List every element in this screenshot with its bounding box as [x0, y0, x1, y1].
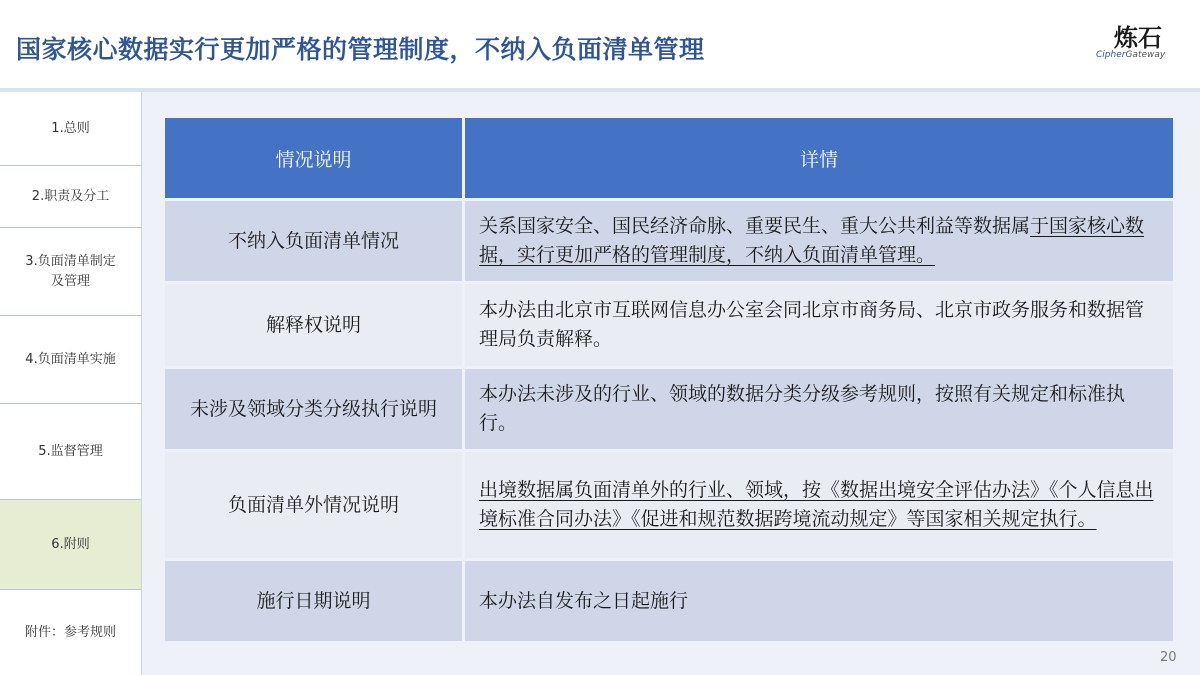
logo-english-text: [1096, 50, 1165, 60]
table-header-situation: 情况说明: [165, 118, 462, 198]
row-label: [165, 369, 462, 449]
row-label-text: 解释权说明: [265, 313, 361, 336]
sidebar-item-appendix[interactable]: [0, 590, 141, 675]
logo-chinese-text: 炼石: [1114, 24, 1162, 52]
sidebar-item-label: 5.监督管理: [38, 443, 103, 459]
sidebar-item-supervision[interactable]: [0, 404, 141, 500]
row-detail-underlined-text: 于国家核心数据，实行更加严格的管理制度，不纳入负面清单管理。: [479, 215, 1145, 266]
row-label-text: 不纳入负面清单情况: [227, 229, 399, 252]
logo-english-suffix: Gateway: [1125, 50, 1166, 60]
section-sidebar: [0, 92, 142, 675]
row-label: [165, 452, 462, 558]
table-row: [165, 201, 1173, 281]
sidebar-item-negative-list-implementation[interactable]: [0, 316, 141, 404]
row-detail-text: 本办法未涉及的行业、领域的数据分类分级参考规则，按照有关规定和标准执行。: [479, 383, 1126, 434]
row-label-text: 负面清单外情况说明: [227, 493, 399, 516]
sidebar-item-label: 3.负面清单制定及管理: [25, 253, 116, 289]
row-detail: [465, 561, 1173, 641]
sidebar-item-label: 1.总则: [51, 120, 90, 136]
row-label: [165, 201, 462, 281]
sidebar-item-label: 6.附则: [51, 536, 90, 552]
table-row: [165, 561, 1173, 641]
row-label: [165, 284, 462, 366]
table-header-details: 详情: [465, 118, 1173, 198]
sidebar-item-general[interactable]: [0, 92, 141, 166]
sidebar-item-supplementary-provisions[interactable]: [0, 500, 141, 590]
row-detail: [465, 369, 1173, 449]
slide-title: 国家核心数据实行更加严格的管理制度，不纳入负面清单管理: [16, 35, 705, 64]
row-detail-text: 关系国家安全、国民经济命脉、重要民生、重大公共利益等数据属: [479, 215, 1031, 237]
sidebar-item-label: 附件：参考规则: [24, 624, 116, 640]
row-detail: [465, 452, 1173, 558]
table-row: [165, 284, 1173, 366]
sidebar-item-negative-list-formulation[interactable]: [0, 228, 141, 316]
sidebar-item-label: 4.负面清单实施: [25, 351, 116, 367]
row-detail-underlined-text: 出境数据属负面清单外的行业、领域，按《数据出境安全评估办法》《个人信息出境标准合同办法》《促进和规范数据跨境流动规定》等国家相关规定执行。: [479, 479, 1154, 530]
page-number: 20: [1160, 650, 1177, 665]
table-row: [165, 452, 1173, 558]
logo-english-prefix: Cipher: [1096, 50, 1126, 60]
table-header-row: [165, 118, 1173, 198]
slide-header: [0, 0, 1200, 88]
sidebar-item-label: 2.职责及分工: [31, 188, 110, 204]
row-label-text: 未涉及领域分类分级执行说明: [189, 397, 437, 420]
row-label: [165, 561, 462, 641]
sidebar-item-duties[interactable]: [0, 166, 141, 228]
company-logo: [1096, 18, 1180, 66]
row-detail-text: 本办法自发布之日起施行: [479, 589, 689, 612]
row-detail-text: 本办法由北京市互联网信息办公室会同北京市商务局、北京市政务服务和数据管理局负责解释。: [479, 299, 1145, 350]
row-detail: [465, 284, 1173, 366]
row-label-text: 施行日期说明: [256, 589, 371, 612]
row-detail: [465, 201, 1173, 281]
table-row: [165, 369, 1173, 449]
